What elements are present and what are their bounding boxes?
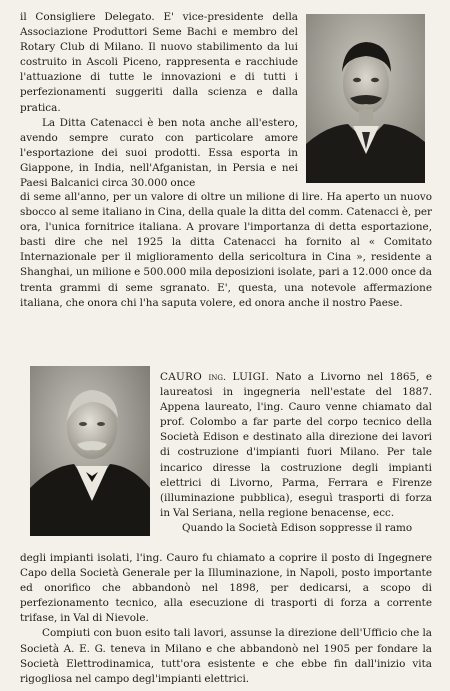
catenacci-paragraph-start: La Ditta Catenacci è ben nota anche all'estero, avendo sempre curato con particolare amore l'esportazione dei suoi prodotti. Essa esporta in Giappone, in India, nell'Afganistan, in Persia e nei Paesi Balcanici circa 30.000 once [20, 116, 298, 190]
aeg-paragraph: Compiuti con buon esito tali lavori, assunse la direzione dell'Ufficio che la Società A. E. G. teneva in Milano e che abbandonò nel 1905 per fondare la Società Elettrodinamica, tutt'ora esistente e che ebbe fin dall'inizio vita rigogliosa nel campo degl'impianti elettrici. [20, 627, 432, 685]
portrait-cauro [30, 366, 150, 536]
cauro-name: CAURO [160, 371, 203, 383]
cauro-title: ing. [208, 372, 227, 383]
portrait-catenacci [306, 14, 425, 183]
section2-text-column [160, 370, 432, 536]
catenacci-paragraph-continued: di seme all'anno, per un valore di oltre un milione di lire. Ha aperto un nuovo sbocco al seme italiano in Cina, della quale la ditta del comm. Catenacci è, per ora, l'unica fornitrice italiana. A provare l'importanza di detta esportazione, basti dire che nel 1925 la ditta Catenacci ha fornito al « Comitato Internazionale per il miglioramento della sericoltura in Cina », residente a Shanghai, un milione e 500.000 mila deposizioni isolate, pari a 12.000 once da trenta grammi di seme sgranato. E', questa, una notevole affermazione italiana, che onora chi l'ha saputa volere, ed onora anche il nostro Paese. [20, 191, 432, 309]
cauro-bio-text: Nato a Livorno nel 1865, e laureatosi in ingegneria nell'estate del 1887. Appena laureato, l'ing. Cauro venne chiamato dal prof. Colombo a far parte del corpo tecnico della Società Edison e destinato alla direzione dei lavori di costruzione d'impianti fuori Milano. Per tale incarico diresse la costruzione degli impianti elettrici di Livorno, Parma, Ferrara e Firenze (illuminazione pubblica), eseguì trasporti di forza in Val Seriana, nella regione benacense, ecc. [160, 371, 432, 519]
edison-paragraph-continued: degli impianti isolati, l'ing. Cauro fu chiamato a coprire il posto di Ingegnere Capo della Società Generale per la Illuminazione, in Napoli, posto importante ed onorifico che abbandonò nel 1898, per dedicarsi, a scopo di perfezionamento tecnico, alla esecuzione di trasporti di forza a corrente trifase, in Val di Nievole. [20, 552, 432, 625]
lead-paragraph: il Consigliere Delegato. E' vice-presidente della Associazione Produttori Seme Bachi e membro del Rotary Club di Milano. Il nuovo stabilimento da lui costruito in Ascoli Piceno, rappresenta e racchiude l'attuazione di tutte le innovazioni e di tutti i perfezionamenti suggeriti dalla scienza e dalla pratica. [20, 11, 298, 114]
section1-text-full [20, 190, 432, 311]
cauro-first-name: LUIGI. [232, 371, 270, 383]
edison-paragraph-start: Quando la Società Edison soppresse il ramo [182, 521, 413, 534]
section1-text-column [20, 10, 298, 191]
section2-text-full [20, 551, 432, 687]
cauro-bio-paragraph [160, 370, 432, 521]
